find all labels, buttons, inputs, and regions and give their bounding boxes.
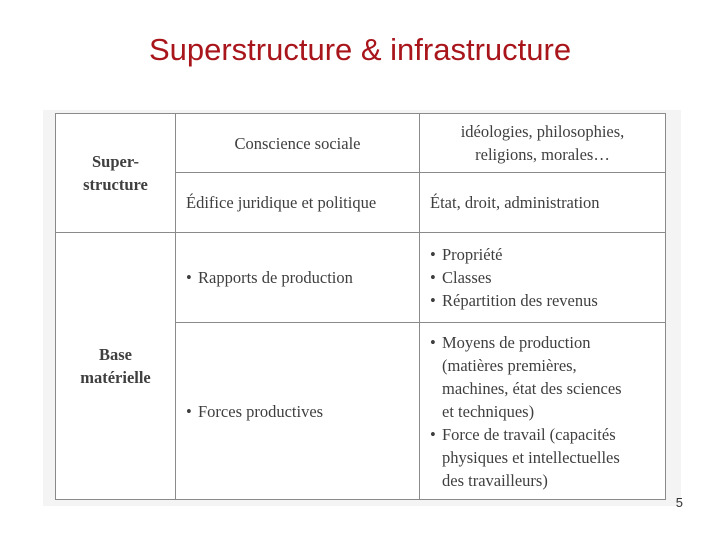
- list-item: • Force de travail (capacités physiques et intellectuelles des travailleurs): [430, 423, 655, 492]
- table-row: [56, 114, 666, 173]
- forces-cell: [176, 323, 420, 500]
- edifice-detail-cell: État, droit, administration: [420, 173, 666, 233]
- base-materielle-label: Base matérielle: [56, 233, 176, 500]
- conscience-sociale-cell: Conscience sociale: [176, 114, 420, 173]
- list-item: • Moyens de production (matières premières, machines, état des sciences et techniques): [430, 331, 655, 423]
- superstructure-label: Super- structure: [56, 114, 176, 233]
- page-number: 5: [675, 495, 683, 510]
- slide-title: Superstructure & infrastructure: [148, 32, 572, 67]
- table-row: [56, 233, 666, 323]
- concept-table: [55, 113, 666, 500]
- conscience-detail-cell: idéologies, philosophies, religions, morales…: [420, 114, 666, 173]
- list-item: • Répartition des revenus: [430, 289, 655, 312]
- rapports-detail-cell: [420, 233, 666, 323]
- rapports-cell: [176, 233, 420, 323]
- list-item: • Forces productives: [186, 400, 409, 423]
- edifice-cell: Édifice juridique et politique: [176, 173, 420, 233]
- list-item: • Classes: [430, 266, 655, 289]
- forces-detail-cell: [420, 323, 666, 500]
- list-item: • Propriété: [430, 243, 655, 266]
- list-item: • Rapports de production: [186, 266, 409, 289]
